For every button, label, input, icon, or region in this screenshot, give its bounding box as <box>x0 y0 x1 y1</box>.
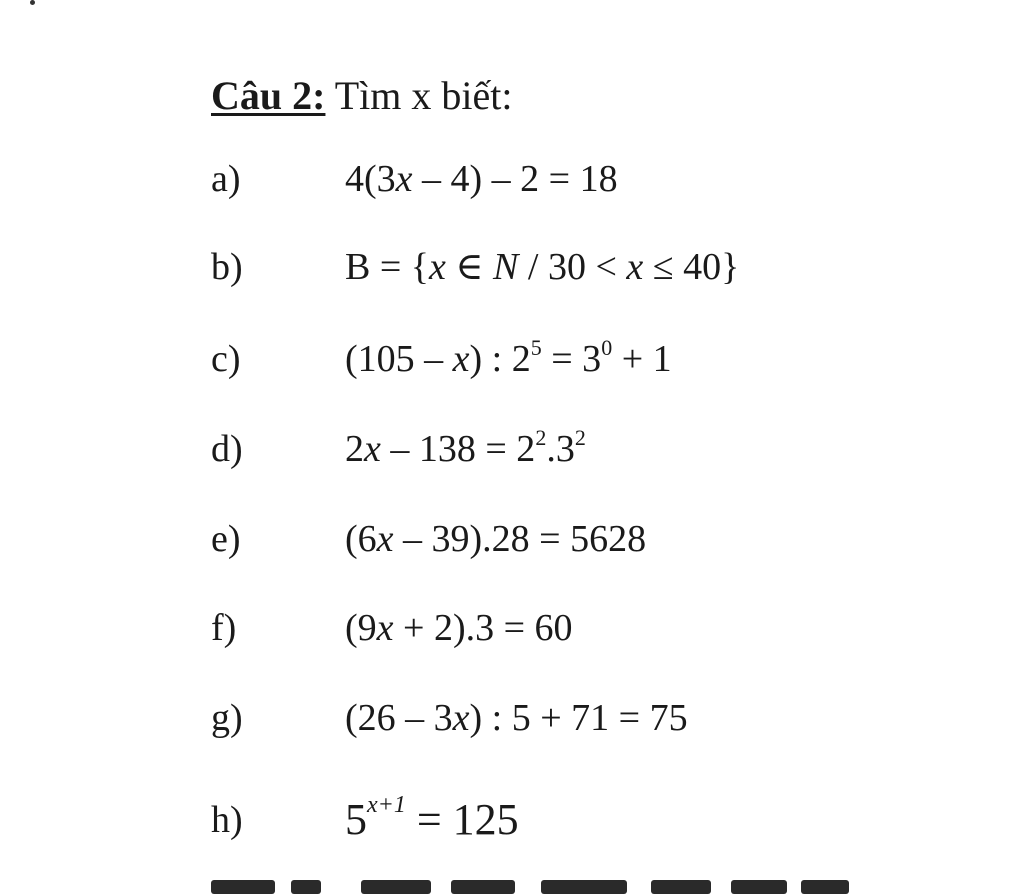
item-letter: a) <box>211 158 241 200</box>
item-letter: e) <box>211 518 241 560</box>
item-equation: (105 – x) : $2^5 = 3^0 + 1$ <box>345 335 672 380</box>
cut-off-text-line <box>211 880 861 896</box>
item-equation: $2x - 138 = 2^2.3^2$ <box>345 425 586 470</box>
exercise-item-f <box>0 603 1024 663</box>
exercise-item-d <box>0 424 1024 484</box>
item-equation: 4(3x – 4) – 2 = 18 <box>345 158 618 200</box>
item-equation: $5^{x+1} = 125$ <box>345 792 519 844</box>
item-equation: B = {x ∈ N / 30 < x ≤ 40} <box>345 246 740 288</box>
exercise-item-a <box>0 154 1024 214</box>
item-letter: d) <box>211 428 243 470</box>
scan-speck <box>30 0 35 5</box>
item-letter: c) <box>211 338 241 380</box>
question-heading <box>211 72 512 120</box>
question-instruction: Tìm x biết: <box>325 73 513 118</box>
item-letter: g) <box>211 697 243 739</box>
item-letter: f) <box>211 607 237 649</box>
item-letter: b) <box>211 246 243 288</box>
exercise-item-e <box>0 514 1024 574</box>
item-equation: (6x – 39).28 = 5628 <box>345 518 647 560</box>
question-label: Câu 2: <box>211 73 326 118</box>
item-equation: (9x + 2).3 = 60 <box>345 607 573 649</box>
item-equation: (26 – 3x) : 5 + 71 = 75 <box>345 697 688 739</box>
exercise-item-c <box>0 334 1024 394</box>
exercise-item-g <box>0 693 1024 753</box>
item-letter: h) <box>211 799 243 841</box>
exercise-item-b <box>0 242 1024 302</box>
exercise-item-h <box>0 792 1024 855</box>
